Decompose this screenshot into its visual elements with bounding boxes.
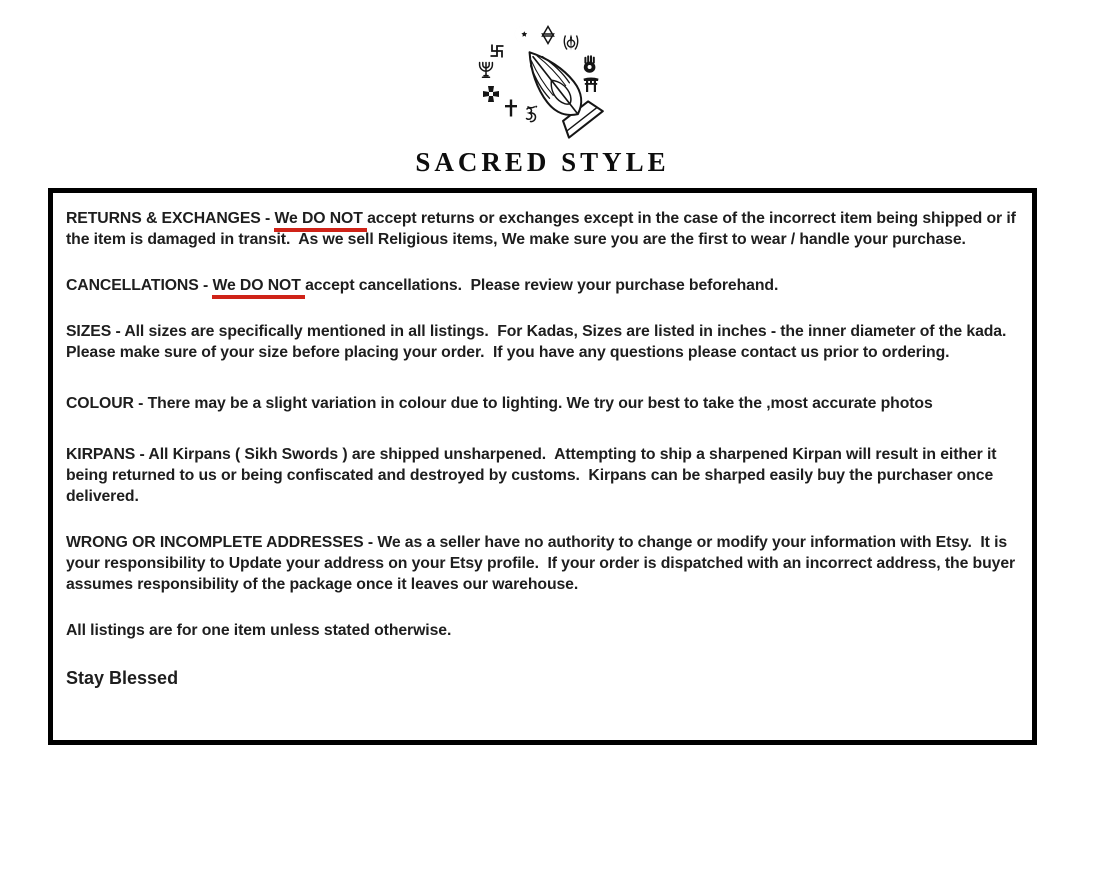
policy-label: CANCELLATIONS — [66, 277, 199, 295]
policy-highlight-we-do-not: We DO NOT — [212, 277, 305, 299]
separator: - — [133, 395, 148, 413]
menorah-icon — [476, 59, 496, 79]
swastika-icon — [487, 41, 507, 61]
policy-returns-exchanges — [66, 208, 1021, 250]
separator: - — [260, 210, 275, 228]
closing-note: All listings are for one item unless stated otherwise. — [66, 622, 452, 640]
policy-box — [48, 188, 1037, 745]
separator: - — [111, 323, 125, 341]
policy-cancellations — [66, 275, 1016, 296]
separator: - — [198, 277, 213, 295]
policy-colour — [66, 393, 1016, 414]
cross-pattee-icon — [481, 84, 501, 104]
logo-section — [48, 0, 1037, 178]
policy-wrong-addresses — [66, 532, 1020, 595]
sacred-style-logo — [425, 12, 660, 140]
policy-text: accept returns or exchanges except in the case of the incorrect item being shipped or if the item is damaged in transit. As we sell Religious items, We make sure you are the first to wear / handle your purchase. — [66, 210, 1021, 249]
policy-sizes — [66, 321, 1016, 363]
policy-highlight-we-do-not: We DO NOT — [274, 210, 367, 232]
policy-text: We as a seller have no authority to change or modify your information with Etsy. It is your responsibility to Update your address on your Etsy profile. If your order is dispatched with an incorrect address, the buyer assumes responsibility of the package once it leaves our warehouse. — [66, 534, 1020, 594]
policy-label: COLOUR — [66, 395, 134, 413]
star-and-crescent-icon — [510, 24, 530, 44]
star-of-david-icon — [538, 25, 558, 45]
policy-kirpans — [66, 444, 1016, 507]
brand-title: SACRED STYLE — [415, 147, 670, 177]
jain-hand-icon — [580, 54, 600, 74]
policy-text: All Kirpans ( Sikh Swords ) are shipped unsharpened. Attempting to ship a sharpened Kirpan will result in either it being returned to us or being confiscated and destroyed by customs. Kirpans can be sharped easily buy the purchaser once delivered. — [66, 446, 1001, 506]
policy-text: All sizes are specifically mentioned in all listings. For Kadas, Sizes are listed in inches - the inner diameter of the kada. Please make sure of your size before placing your order. If you have any questions please contact us prior to ordering. — [66, 323, 1015, 362]
policy-text: accept cancellations. Please review your purchase beforehand. — [305, 277, 779, 295]
separator: - — [135, 446, 149, 464]
torii-gate-icon — [581, 74, 601, 94]
signoff: Stay Blessed — [66, 668, 179, 689]
om-icon — [521, 105, 541, 125]
policy-label: RETURNS & EXCHANGES — [66, 210, 261, 228]
separator: - — [363, 534, 378, 552]
latin-cross-icon — [501, 98, 521, 118]
khanda-icon — [561, 33, 581, 53]
policy-label: KIRPANS — [66, 446, 136, 464]
policy-text: There may be a slight variation in colour due to lighting. We try our best to take the ,most accurate photos — [147, 395, 933, 413]
policy-label: SIZES — [66, 323, 112, 341]
policy-label: WRONG OR INCOMPLETE ADDRESSES — [66, 534, 364, 552]
